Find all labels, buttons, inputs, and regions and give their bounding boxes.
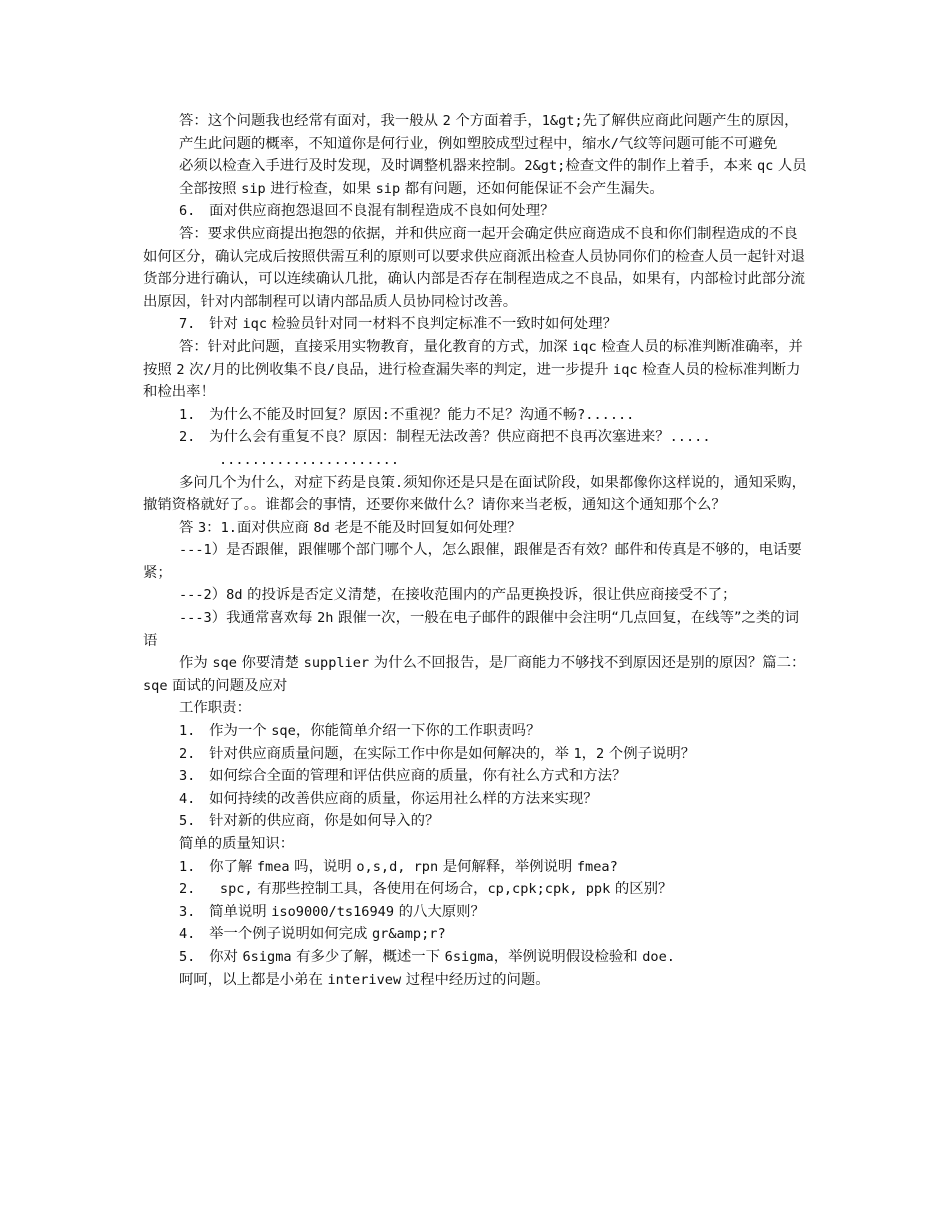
paragraph: 5. 你对 6sigma 有多少了解，概述一下 6sigma，举例说明假设检验和 doe. [179, 948, 675, 965]
paragraph: 答：要求供应商提出抱怨的依据，并和供应商一起开会确定供应商造成不良和你们制程造成的不良如何区分，确认完成后按照供需互利的原则可以要求供应商派出检查人员协同你们的检查人员一起针对退货部分进行确认，可以连续确认几批，确认内部是否存在制程造成之不良品，如果有，内部检讨此部分流出原因，针对内部制程可以请内部品质人员协同检讨改善。 [143, 225, 805, 310]
paragraph: 产生此问题的概率，不知道你是何行业，例如塑胶成型过程中，缩水/气纹等问题可能不可避免 [179, 135, 778, 152]
paragraph: 全部按照 sip 进行检查，如果 sip 都有问题，还如何能保证不会产生漏失。 [179, 180, 664, 197]
paragraph: 必须以检查入手进行及时发现，及时调整机器来控制。2&gt;检查文件的制作上着手，本来 qc 人员 [179, 158, 807, 175]
paragraph: 6. 面对供应商抱怨退回不良混有制程造成不良如何处理？ [179, 203, 555, 220]
paragraph: 答 3：1.面对供应商 8d 老是不能及时回复如何处理？ [179, 519, 522, 536]
paragraph: ---3）我通常喜欢每 2h 跟催一次，一般在电子邮件的跟催中会注明“几点回复，在线等”之类的词语 [143, 610, 800, 649]
paragraph: 4. 如何持续的改善供应商的质量，你运用社么样的方法来实现？ [179, 790, 598, 807]
document-body [143, 110, 811, 991]
paragraph: 答：这个问题我也经常有面对，我一般从 2 个方面着手，1&gt;先了解供应商此问题产生的原因， [179, 113, 799, 129]
paragraph: ---2）8d 的投诉是否定义清楚，在接收范围内的产品更换投诉，很让供应商接受不了； [179, 587, 737, 604]
paragraph: 1. 为什么不能及时回复？原因:不重视？能力不足？沟通不畅?...... [179, 406, 635, 423]
paragraph: 2. 为什么会有重复不良？原因：制程无法改善？供应商把不良再次塞进来？..... ...................... [179, 429, 719, 468]
paragraph: 4. 举一个例子说明如何完成 gr&amp;r? [179, 926, 446, 943]
paragraph: 2. spc, 有那些控制工具，各使用在何场合，cp,cpk;cpk, ppk 的区别？ [179, 881, 673, 898]
paragraph: 7. 针对 iqc 检验员针对同一材料不良判定标准不一致时如何处理？ [179, 316, 617, 333]
paragraph: 3. 如何综合全面的管理和评估供应商的质量，你有社么方式和方法？ [179, 768, 627, 785]
paragraph: 1. 你了解 fmea 吗，说明 o,s,d, rpn 是何解释，举例说明 fmea? [179, 858, 618, 875]
paragraph: 多问几个为什么，对症下药是良策.须知你还是只是在面试阶段，如果都像你这样说的，通知采购，撤销资格就好了。。谁都会的事情，还要你来做什么？请你来当老板，通知这个通知那个么？ [143, 474, 807, 514]
paragraph: 呵呵，以上都是小弟在 interivew 过程中经历过的问题。 [179, 971, 550, 988]
paragraph: 3. 简单说明 iso9000/ts16949 的八大原则？ [179, 903, 485, 920]
paragraph: 2. 针对供应商质量问题，在实际工作中你是如何解决的，举 1，2 个例子说明？ [179, 745, 696, 762]
paragraph: 简单的质量知识： [179, 836, 295, 852]
paragraph: 工作职责： [179, 700, 251, 717]
paragraph: ---1）是否跟催，跟催哪个部门哪个人，怎么跟催，跟催是否有效？邮件和传真是不够的，电话要紧； [143, 542, 802, 581]
paragraph: 答：针对此问题，直接采用实物教育，量化教育的方式，加深 iqc 检查人员的标准判断准确率，并按照 2 次/月的比例收集不良/良品，进行检查漏失率的判定，进一步提升 iqc 检查人员的检标准判断力和检出率！ [143, 338, 803, 401]
paragraph: 1. 作为一个 sqe，你能简单介绍一下你的工作职责吗？ [179, 723, 541, 740]
paragraph: 作为 sqe 你要清楚 supplier 为什么不回报告，是厂商能力不够找不到原因还是别的原因？篇二：sqe 面试的问题及应对 [143, 655, 806, 694]
paragraph: 5. 针对新的供应商，你是如何导入的？ [179, 813, 440, 830]
